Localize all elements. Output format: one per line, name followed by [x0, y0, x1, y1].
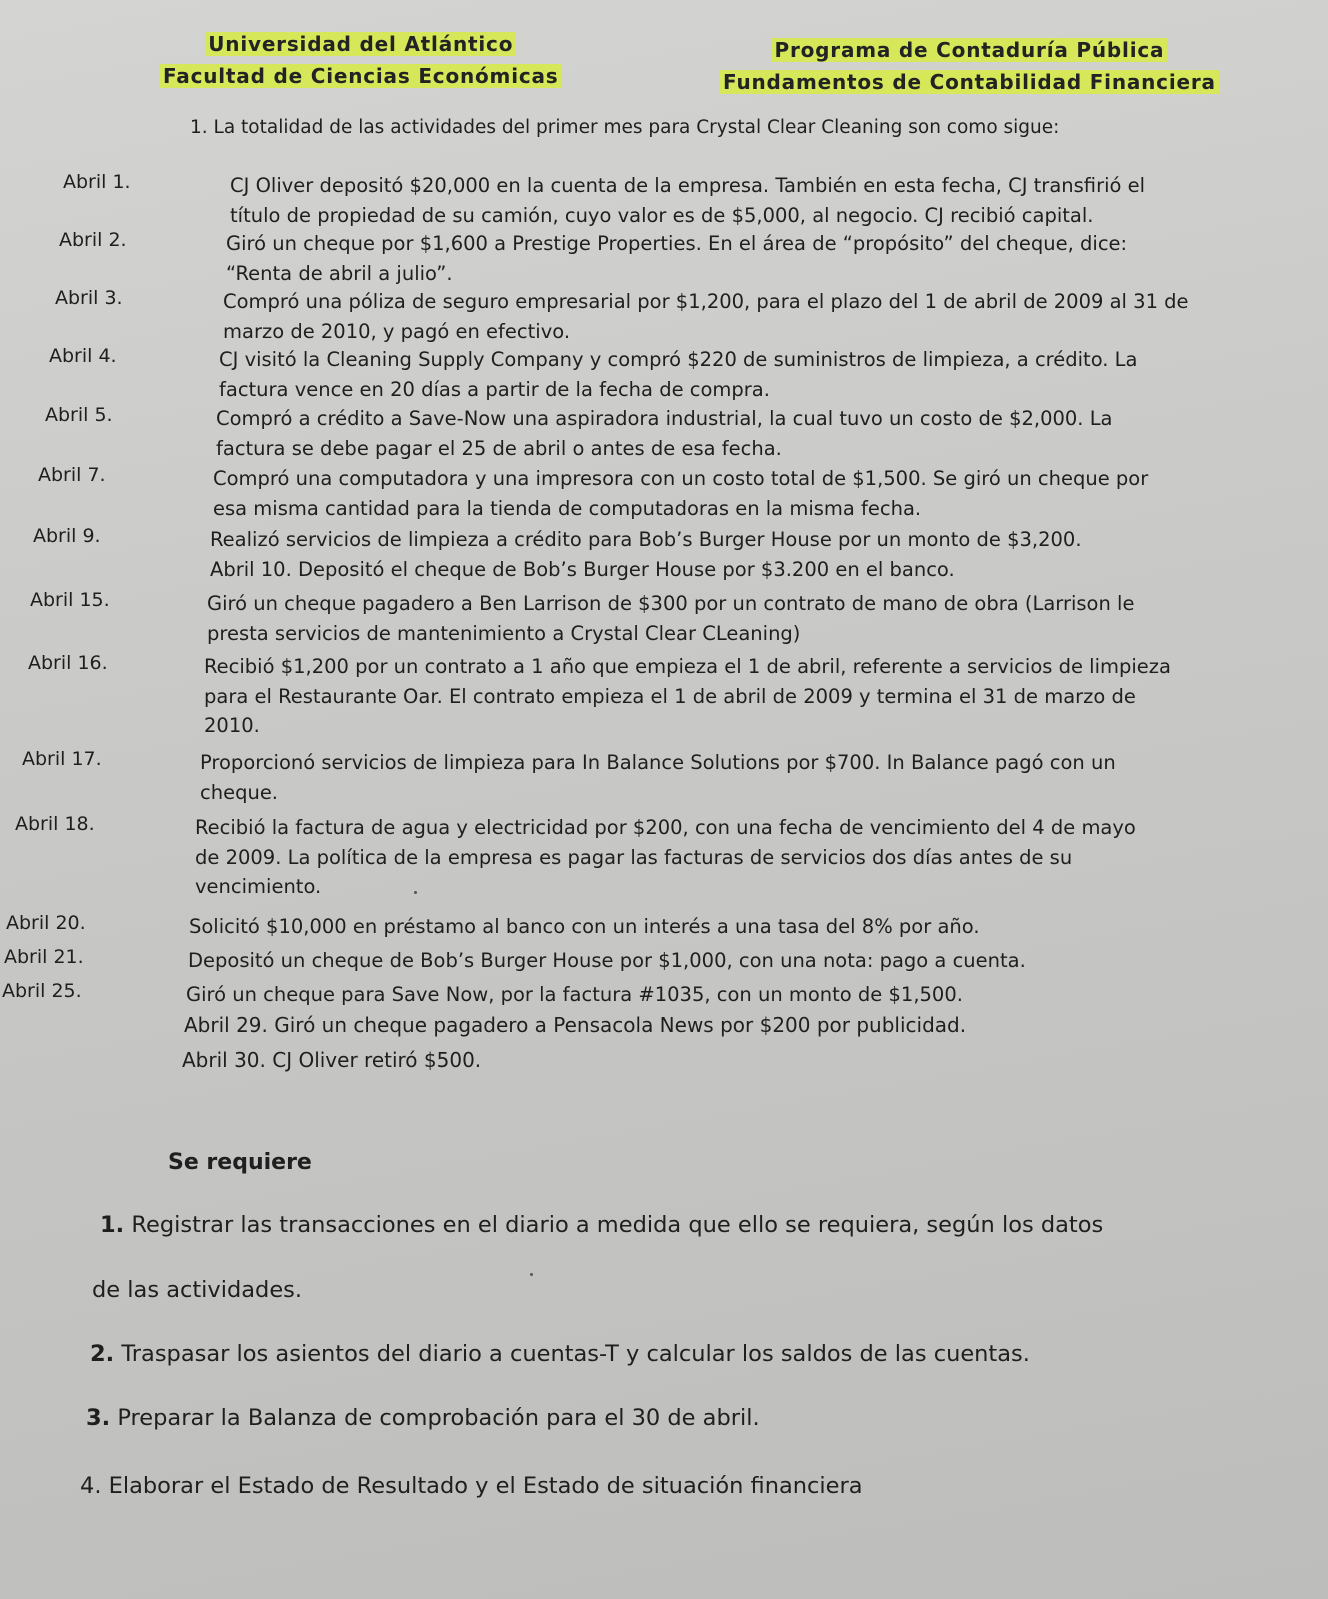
paper-speck — [414, 891, 417, 894]
entry-description: CJ Oliver depositó $20,000 en la cuenta de la empresa. También en esta fecha, CJ transfirió el título de propiedad de su camión, cuyo valor es de $5,000, al negocio. CJ recibió capital. — [230, 174, 1146, 227]
entry-description: Realizó servicios de limpieza a crédito para Bob’s Burger House por un monto de $3,200. Abril 10. Depositó el cheque de Bob’s Burger House por $3.200 en el banco. — [210, 528, 1082, 581]
entry-description: Compró a crédito a Save-Now una aspiradora industrial, la cual tuvo un costo de $2,000. La factura se debe pagar el 25 de abril o antes de esa fecha. — [216, 407, 1113, 460]
entry-description: Giró un cheque para Save Now, por la factura #1035, con un monto de $1,500. — [186, 983, 963, 1006]
entry-date: Abril 15. — [30, 589, 110, 611]
entry-description: CJ visitó la Cleaning Supply Company y compró $220 de suministros de limpieza, a crédito. La factura vence en 20 días a partir de la fecha de compra. — [219, 348, 1138, 401]
requirement-item: 4. Elaborar el Estado de Resultado y el Estado de situación financiera — [80, 1473, 863, 1499]
entry-description: Solicitó $10,000 en préstamo al banco con un interés a una tasa del 8% por año. — [189, 915, 980, 938]
entry-date: Abril 1. — [63, 171, 131, 193]
program-name: Programa de Contaduría Pública — [772, 38, 1168, 62]
paper-speck — [530, 1273, 533, 1276]
activity-entry-inline: Abril 29. Giró un cheque pagadero a Pensacola News por $200 por publicidad. — [184, 1013, 967, 1037]
requirement-item: 2. Traspasar los asientos del diario a cuentas-T y calcular los saldos de las cuentas. — [90, 1341, 1030, 1367]
entry-description: Giró un cheque pagadero a Ben Larrison de $300 por un contrato de mano de obra (Larrison le presta servicios de mantenimiento a Crystal Clear CLeaning) — [207, 592, 1135, 645]
entry-date: Abril 3. — [55, 287, 123, 309]
header-left — [160, 28, 562, 92]
exercise-intro: 1. La totalidad de las actividades del primer mes para Crystal Clear Cleaning son como sigue: — [190, 117, 1060, 138]
entry-date: Abril 20. — [6, 912, 86, 934]
entry-description: Depositó un cheque de Bob’s Burger House por $1,000, con una nota: pago a cuenta. — [188, 949, 1026, 972]
course-name: Fundamentos de Contabilidad Financiera — [720, 70, 1219, 94]
entry-date: Abril 18. — [15, 813, 95, 835]
entry-date: Abril 4. — [49, 345, 117, 367]
entry-date: Abril 16. — [28, 652, 108, 674]
entry-date: Abril 17. — [22, 748, 102, 770]
activity-entry-inline: Abril 30. CJ Oliver retiró $500. — [182, 1048, 482, 1072]
entry-date: Abril 2. — [59, 229, 127, 251]
entry-description: Compró una computadora y una impresora con un costo total de $1,500. Se giró un cheque por esa misma cantidad para la tienda de computadoras en la misma fecha. — [213, 467, 1149, 520]
entry-description: Recibió la factura de agua y electricidad por $200, con una fecha de vencimiento del 4 de mayo de 2009. La política de la empresa es pagar las facturas de servicios dos días antes de su vencimiento. — [195, 816, 1136, 898]
requirements-title: Se requiere — [168, 1150, 312, 1175]
entry-description: Compró una póliza de seguro empresarial por $1,200, para el plazo del 1 de abril de 2009 al 31 de marzo de 2010, y pagó en efectivo. — [223, 290, 1189, 343]
entry-description: Giró un cheque por $1,600 a Prestige Properties. En el área de “propósito” del cheque, dice: “Renta de abril a julio”. — [226, 232, 1128, 285]
entry-description: Recibió $1,200 por un contrato a 1 año que empieza el 1 de abril, referente a servicios de limpieza para el Restaurante Oar. El contrato empieza el 1 de abril de 2009 y termina el 31 de marzo de 2010. — [204, 655, 1171, 737]
requirement-item: 3. Preparar la Balanza de comprobación para el 30 de abril. — [86, 1405, 760, 1431]
entry-date: Abril 5. — [45, 404, 113, 426]
requirement-item: de las actividades. — [92, 1277, 303, 1303]
header-right — [720, 34, 1219, 98]
entry-date: Abril 21. — [4, 946, 84, 968]
entry-date: Abril 25. — [2, 980, 82, 1002]
faculty-name: Facultad de Ciencias Económicas — [160, 64, 562, 88]
entry-date: Abril 7. — [38, 464, 106, 486]
entry-date: Abril 9. — [33, 525, 101, 547]
university-name: Universidad del Atlántico — [205, 32, 516, 56]
requirement-item: 1. Registrar las transacciones en el diario a medida que ello se requiera, según los datos — [100, 1212, 1104, 1238]
entry-description: Proporcionó servicios de limpieza para In Balance Solutions por $700. In Balance pagó con un cheque. — [200, 751, 1116, 804]
